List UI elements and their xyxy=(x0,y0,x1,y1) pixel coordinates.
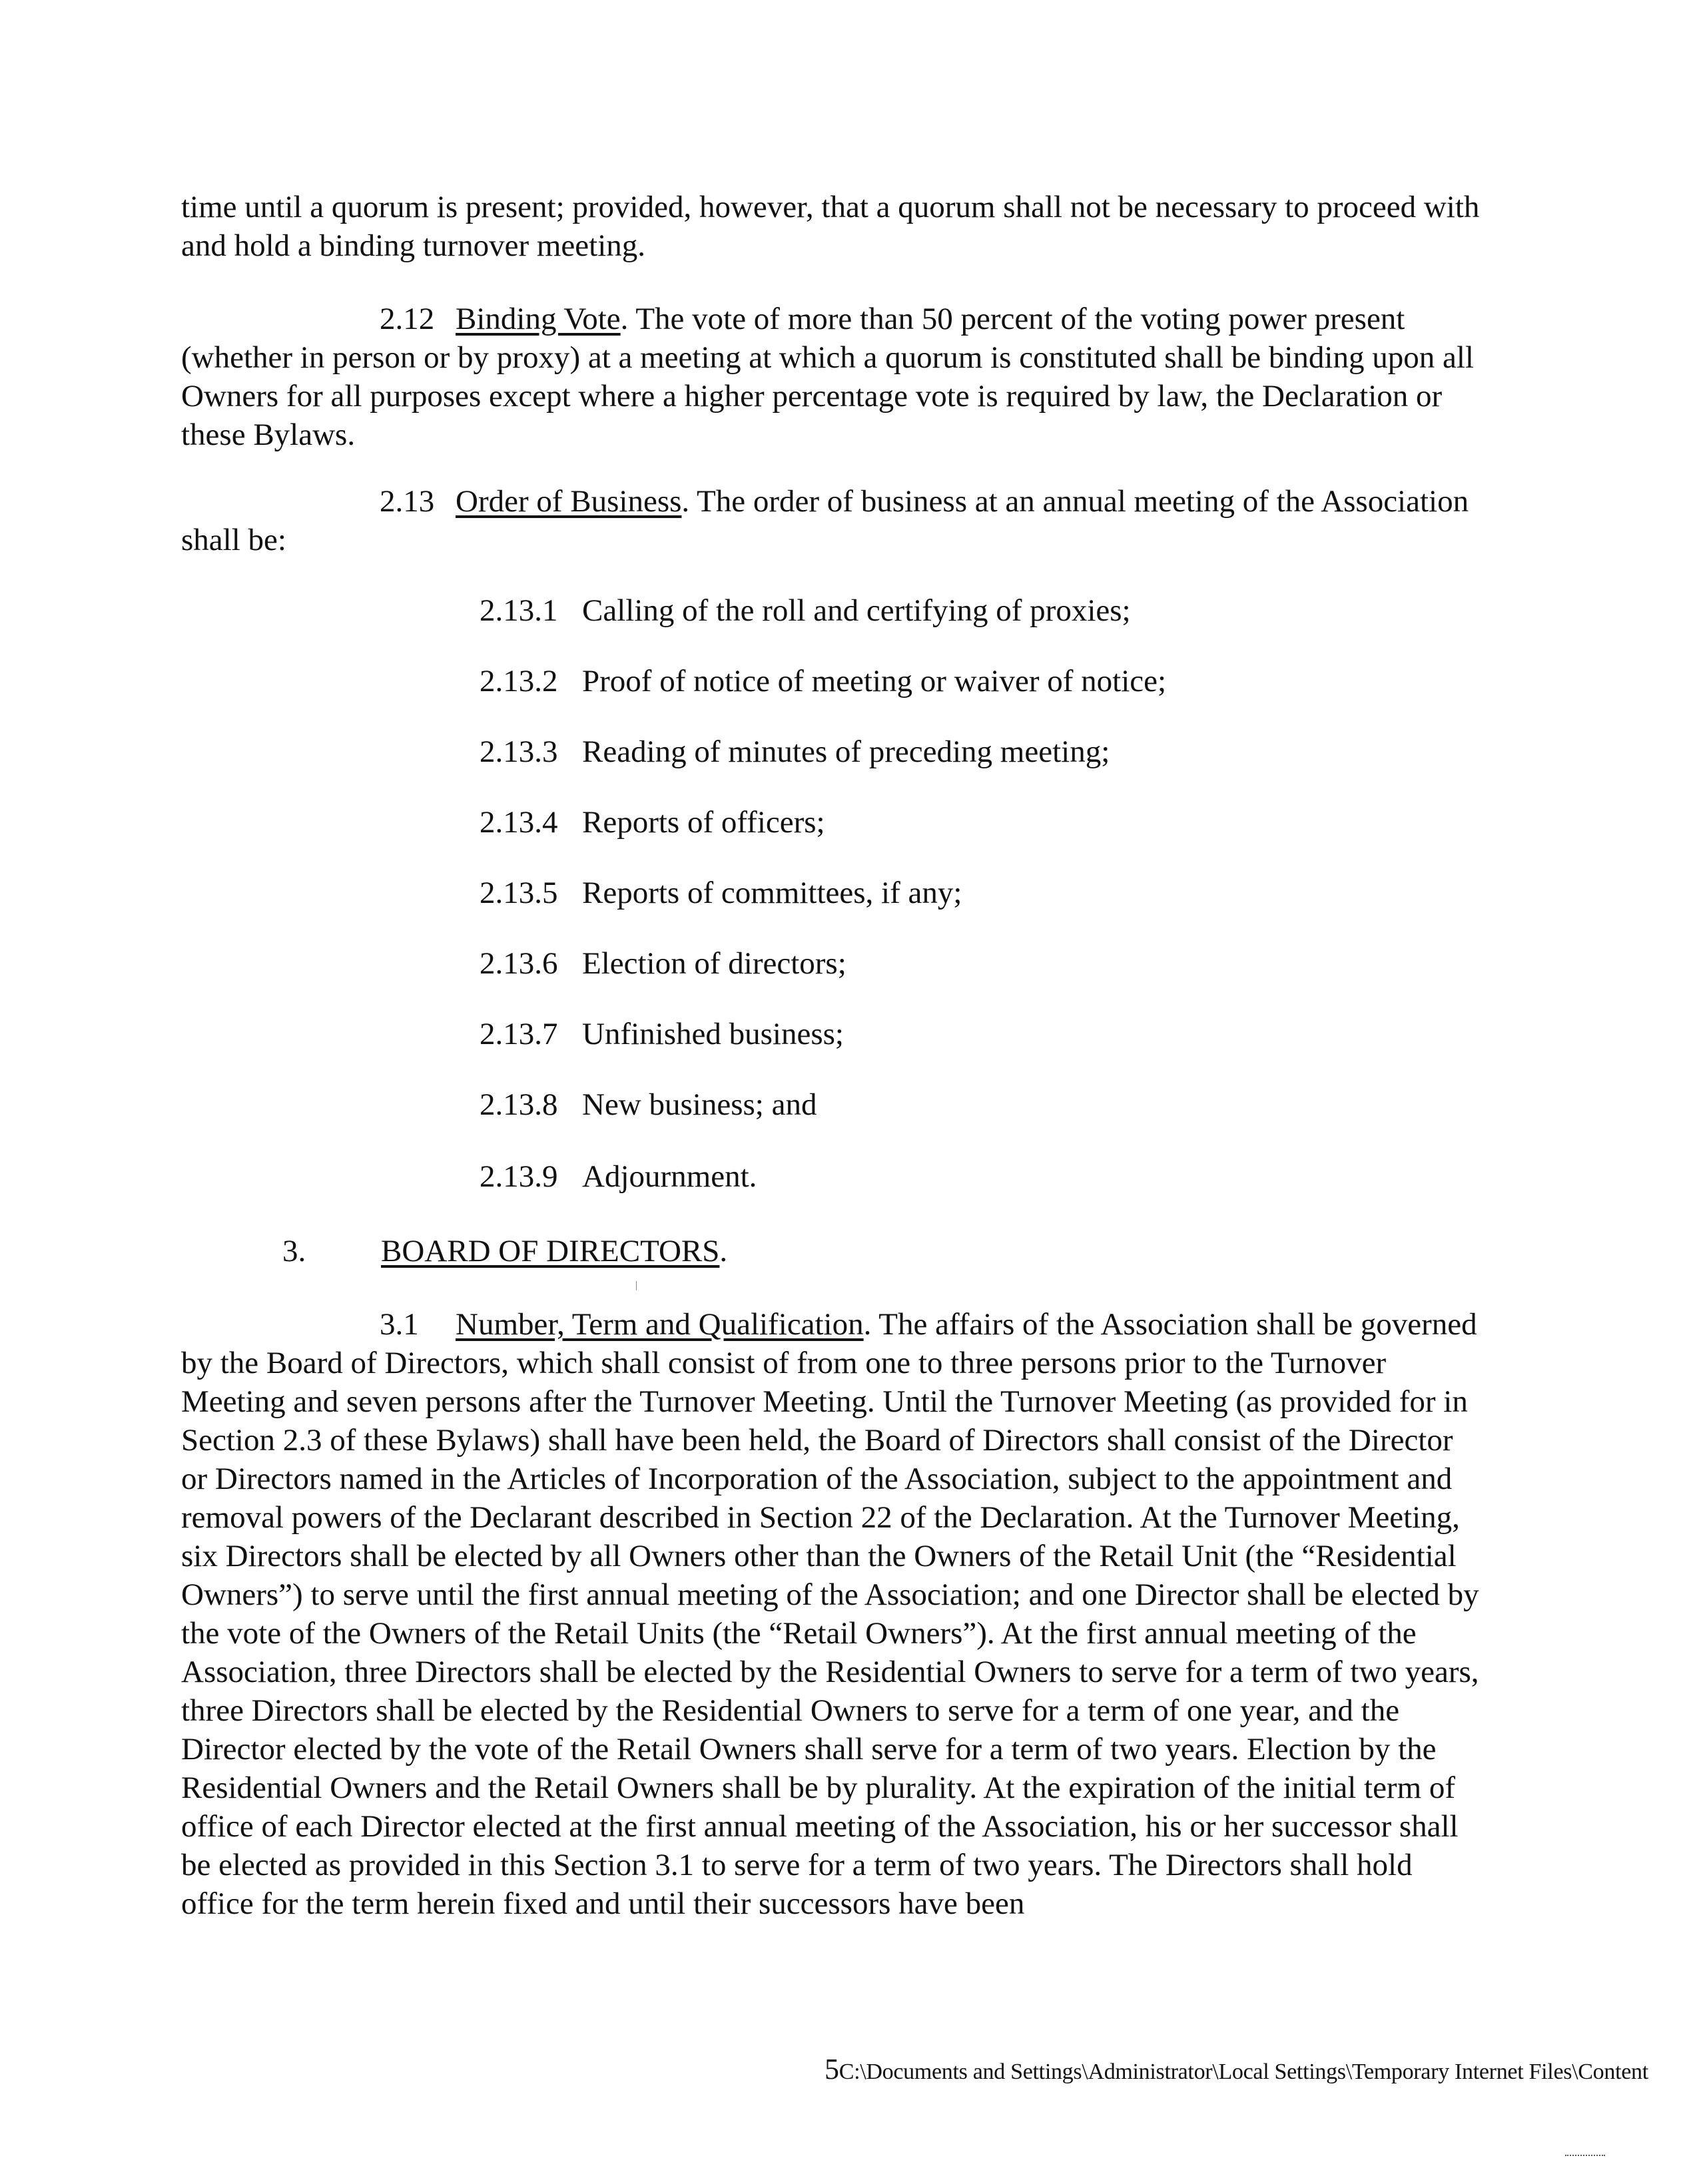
list-item xyxy=(480,944,847,983)
list-item xyxy=(480,1157,757,1196)
section-number: 2.12 xyxy=(380,302,435,336)
item-number: 2.13.3 xyxy=(480,734,558,769)
section-2-13 xyxy=(181,482,1480,559)
list-item xyxy=(480,803,825,842)
file-path: C:\Documents and Settings\Administrator\Local Settings\Temporary Internet Files\Content xyxy=(839,2059,1648,2084)
section-title: Number, Term and Qualification xyxy=(456,1307,864,1342)
item-text: Unfinished business; xyxy=(582,1017,844,1051)
list-item xyxy=(480,732,1110,771)
scan-artifact xyxy=(1565,2155,1605,2158)
scan-mark xyxy=(636,1281,637,1290)
section-title: Binding Vote xyxy=(456,302,621,336)
page-number: 5 xyxy=(825,2053,839,2085)
item-text: New business; and xyxy=(582,1087,817,1122)
item-text: Calling of the roll and certifying of proxies; xyxy=(582,593,1131,628)
item-number: 2.13.8 xyxy=(480,1087,558,1122)
section-body: . The order of business at an annual meeting of the Association shall be: xyxy=(181,484,1469,557)
list-item xyxy=(480,1085,817,1124)
item-number: 2.13.7 xyxy=(480,1017,558,1051)
item-text: Election of directors; xyxy=(582,946,847,981)
section-number: 3.1 xyxy=(380,1307,419,1342)
list-item xyxy=(480,874,962,912)
section-2-12 xyxy=(181,300,1480,454)
section-number: 2.13 xyxy=(380,484,435,519)
item-text: Reports of committees, if any; xyxy=(582,876,962,910)
section-body: . The vote of more than 50 percent of the voting power present (whether in person or by proxy) at a meeting at which a quorum is constituted shall be binding upon all Owners for all purposes except where a higher percentage vote is required by law, the Declaration or these Bylaws. xyxy=(181,302,1474,452)
item-number: 2.13.6 xyxy=(480,946,558,981)
item-text: Adjournment. xyxy=(582,1159,757,1194)
item-number: 2.13.9 xyxy=(480,1159,558,1194)
item-text: Reports of officers; xyxy=(582,805,825,840)
item-number: 2.13.4 xyxy=(480,805,558,840)
item-number: 2.13.2 xyxy=(480,664,558,698)
section-number: 3. xyxy=(282,1234,306,1268)
item-text: Reading of minutes of preceding meeting; xyxy=(582,734,1110,769)
section-title-suffix: . xyxy=(719,1234,728,1268)
item-number: 2.13.1 xyxy=(480,593,558,628)
list-item xyxy=(480,1015,844,1053)
item-text: Proof of notice of meeting or waiver of notice; xyxy=(582,664,1167,698)
section-body: . The affairs of the Association shall be governed by the Board of Directors, which shall consist of from one to three persons prior to the Turnover Meeting and seven persons after the Turnover Meeting. Until the Turnover Meeting (as provided for in Section 2.3 of these Bylaws) shall have been held, the Board of Directors shall consist of the Director or Directors named in the Articles of Incorporation of the Association, subject to the appointment and removal powers of the Declarant described in Section 22 of the Declaration. At the Turnover Meeting, six Directors shall be elected by all Owners other than the Owners of the Retail Unit (the “Residential Owners”) to serve until the first annual meeting of the Association; and one Director shall be elected by the vote of the Owners of the Retail Units (the “Retail Owners”). At the first annual meeting of the Association, three Directors shall be elected by the Residential Owners to serve for a term of two years, three Directors shall be elected by the Residential Owners to serve for a term of one year, and the Director elected by the vote of the Retail Owners shall serve for a term of two years. Election by the Residential Owners and the Retail Owners shall be by plurality. At the expiration of the initial term of office of each Director elected at the first annual meeting of the Association, his or her successor shall be elected as provided in this Section 3.1 to serve for a term of two years. The Directors shall hold office for the term herein fixed and until their successors have been xyxy=(181,1307,1479,1921)
list-item xyxy=(480,591,1131,630)
item-number: 2.13.5 xyxy=(480,876,558,910)
section-3-heading xyxy=(282,1232,727,1270)
section-3-1 xyxy=(181,1305,1480,1923)
section-title: Order of Business xyxy=(456,484,682,519)
paragraph-continuation: time until a quorum is present; provided, however, that a quorum shall not be necessary to proceed with and hold a binding turnover meeting. xyxy=(181,190,1480,263)
list-item xyxy=(480,662,1166,700)
page-footer xyxy=(825,2055,1648,2087)
section-title: BOARD OF DIRECTORS xyxy=(381,1234,720,1268)
